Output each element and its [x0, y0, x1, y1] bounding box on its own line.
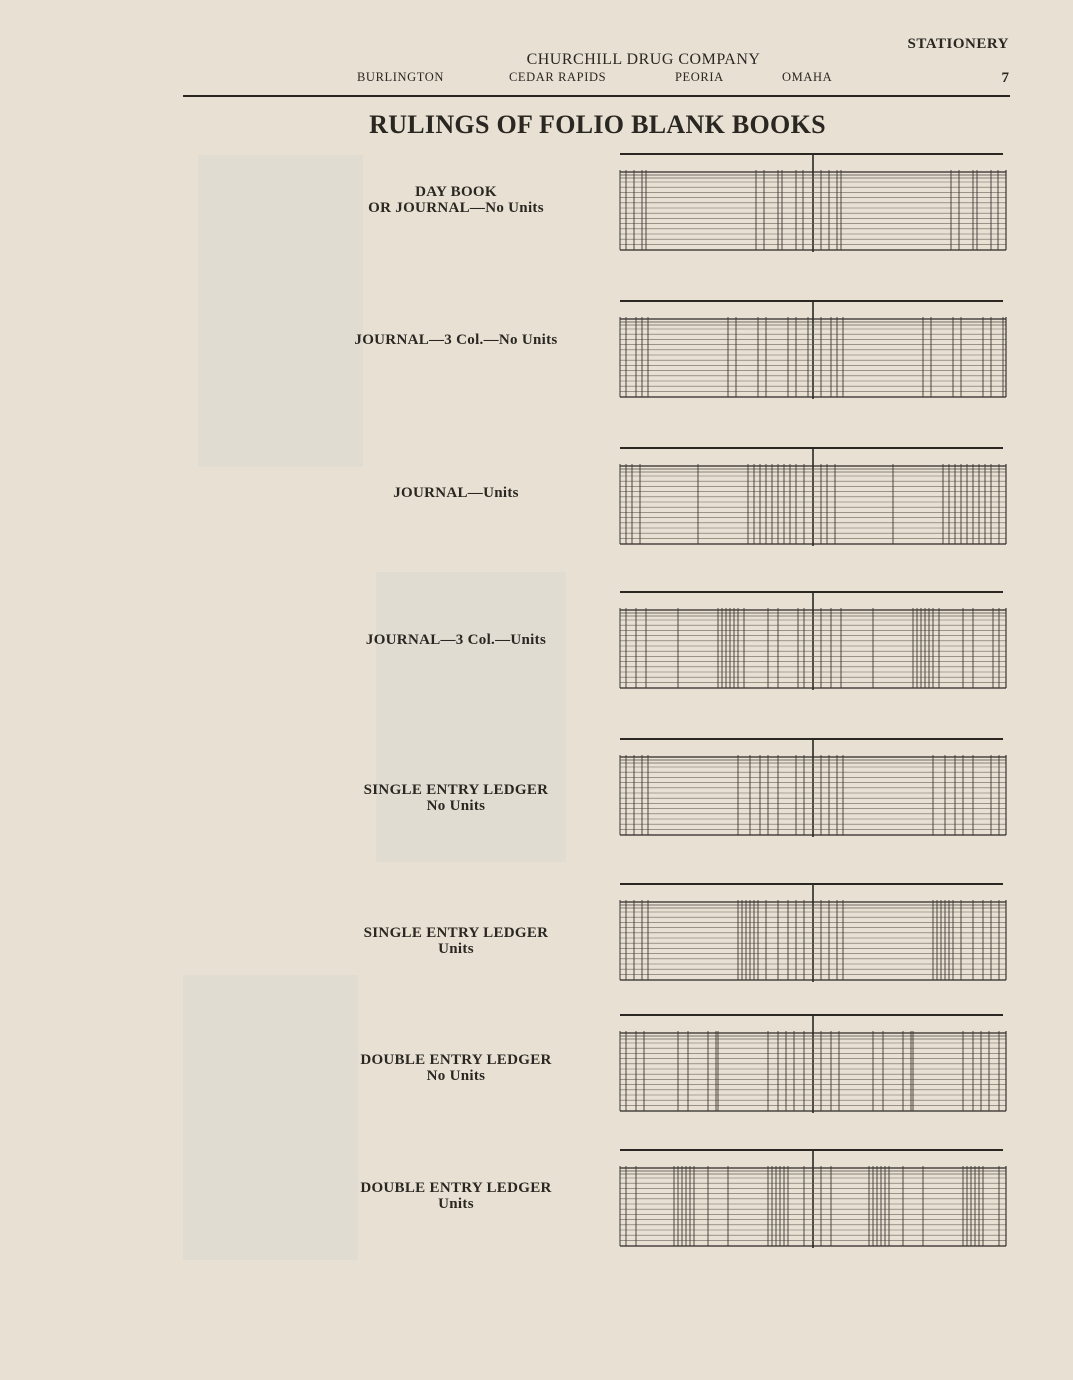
- ruling-label-line1: DAY BOOK: [415, 184, 497, 200]
- ruling-label-single-entry-ledger: [330, 782, 582, 814]
- ledger-ruling-graphic: [618, 299, 1008, 399]
- ruling-sample-double-entry-ledger: [618, 1013, 1008, 1113]
- ruling-label-line2: No Units: [426, 798, 486, 814]
- ruling-sample-single-entry-ledger: [618, 737, 1008, 837]
- ruling-label-day-book: [330, 184, 582, 216]
- ruling-sample-journal-3col-units: [618, 590, 1008, 690]
- ruling-label-line1: JOURNAL—3 Col.—No Units: [354, 332, 558, 348]
- ledger-ruling-graphic: [618, 737, 1008, 837]
- ruling-sample-journal-3col: [618, 299, 1008, 399]
- header-rule: [183, 95, 1010, 97]
- bleed-through-block: [376, 572, 566, 862]
- page-title: RULINGS OF FOLIO BLANK BOOKS: [369, 110, 826, 139]
- ruling-label-line1: DOUBLE ENTRY LEDGER: [360, 1052, 552, 1068]
- section-heading: STATIONERY: [907, 36, 1009, 52]
- ruling-sample-single-entry-ledger-units: [618, 882, 1008, 982]
- ruling-label-line2: Units: [438, 1196, 474, 1212]
- ruling-label-line1: SINGLE ENTRY LEDGER: [363, 782, 549, 798]
- ruling-sample-double-entry-ledger-units: [618, 1148, 1008, 1248]
- company-name: CHURCHILL DRUG COMPANY: [526, 51, 761, 68]
- ledger-ruling-graphic: [618, 152, 1008, 252]
- bleed-through-block: [183, 975, 358, 1260]
- city-peoria: PEORIA: [675, 70, 724, 84]
- ruling-label-line2: OR JOURNAL—No Units: [368, 200, 544, 216]
- ruling-label-line1: SINGLE ENTRY LEDGER: [363, 925, 549, 941]
- ledger-ruling-graphic: [618, 1013, 1008, 1113]
- ruling-label-line1: JOURNAL—3 Col.—Units: [365, 632, 547, 648]
- page-number: 7: [1001, 70, 1009, 86]
- ruling-label-journal-3col: [330, 332, 582, 348]
- ledger-ruling-graphic: [618, 1148, 1008, 1248]
- ruling-sample-journal-units: [618, 446, 1008, 546]
- ruling-label-line2: Units: [438, 941, 474, 957]
- city-omaha: OMAHA: [782, 70, 833, 84]
- ruling-label-double-entry-ledger: [330, 1052, 582, 1084]
- ruling-label-line1: DOUBLE ENTRY LEDGER: [360, 1180, 552, 1196]
- ruling-label-line1: JOURNAL—Units: [393, 485, 519, 501]
- ruling-sample-day-book: [618, 152, 1008, 252]
- ruling-label-journal-units: [330, 485, 582, 501]
- ledger-ruling-graphic: [618, 590, 1008, 690]
- ruling-label-line2: No Units: [426, 1068, 486, 1084]
- ledger-ruling-graphic: [618, 882, 1008, 982]
- city-burlington: BURLINGTON: [357, 70, 445, 84]
- city-cedar-rapids: CEDAR RAPIDS: [509, 70, 607, 84]
- ruling-label-journal-3col-units: [330, 632, 582, 648]
- ledger-ruling-graphic: [618, 446, 1008, 546]
- ruling-label-single-entry-ledger-units: [330, 925, 582, 957]
- ruling-label-double-entry-ledger-units: [330, 1180, 582, 1212]
